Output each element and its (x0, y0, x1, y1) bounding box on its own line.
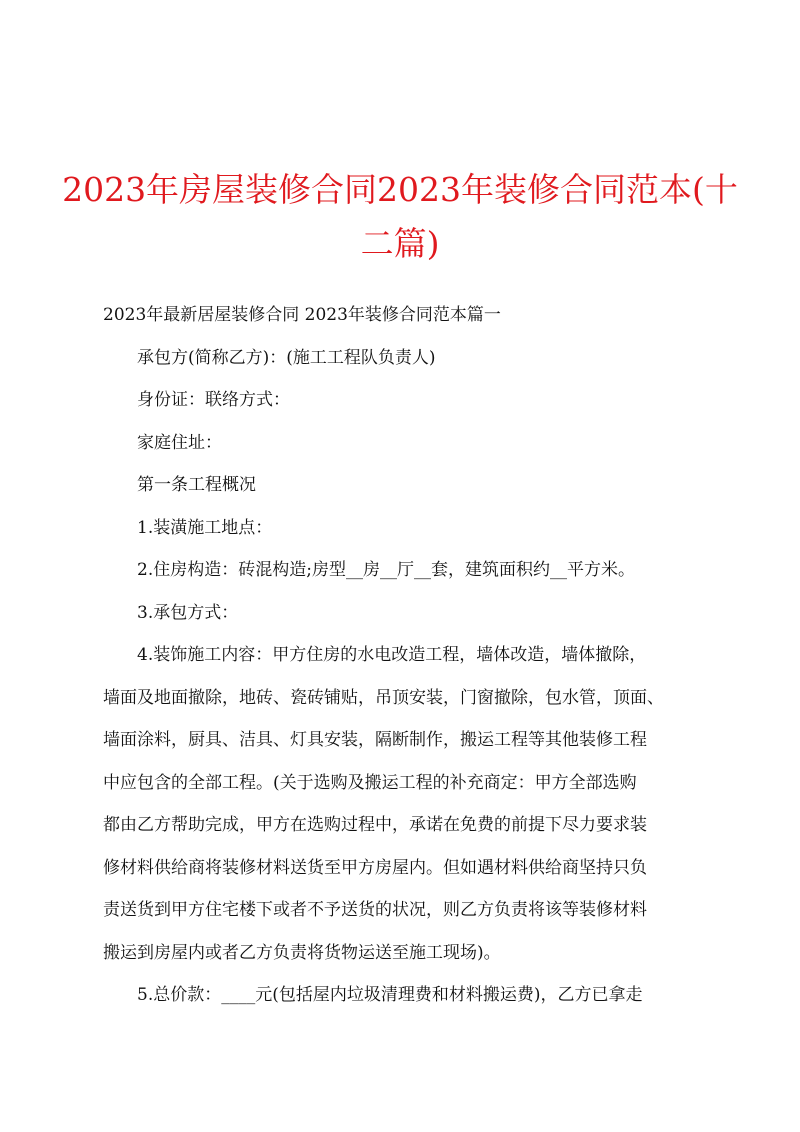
title-line-2: 二篇) (360, 224, 440, 263)
paragraph-item-3: 3.承包方式： (137, 602, 239, 623)
paragraph-item-1: 1.装潢施工地点： (137, 517, 273, 538)
paragraph-item-5: 5.总价款：____元(包括屋内垃圾清理费和材料搬运费)，乙方已拿走 (137, 985, 643, 1005)
paragraph-contractor: 承包方(简称乙方)：(施工工程队负责人) (137, 347, 436, 368)
item4-line-4: 中应包含的全部工程。(关于选购及搬运工程的补充商定：甲方全部选购 (103, 772, 637, 793)
item4-line-3: 墙面涂料，厨具、洁具、灯具安装，隔断制作，搬运工程等其他装修工程 (103, 730, 647, 750)
section-heading: 2023年最新居屋装修合同 2023年装修合同范本篇一 (103, 305, 501, 325)
document-title (60, 163, 740, 271)
item4-line-5: 都由乙方帮助完成，甲方在选购过程中，承诺在免费的前提下尽力要求装 (103, 815, 647, 835)
item4-line-2: 墙面及地面撤除，地砖、瓷砖铺贴，吊顶安装，门窗撤除，包水管，顶面、 (103, 687, 664, 708)
paragraph-article-1: 第一条工程概况 (137, 475, 256, 495)
paragraph-item-2: 2.住房构造：砖混构造;房型__房__厅__套，建筑面积约__平方米。 (137, 560, 635, 580)
paragraph-id-contact: 身份证：联络方式： (137, 390, 290, 410)
paragraph-item-4 (103, 634, 707, 974)
document-body (103, 294, 707, 1017)
item4-line-1: 4.装饰施工内容：甲方住房的水电改造工程，墙体改造，墙体撤除， (137, 645, 647, 665)
item4-line-7: 责送货到甲方住宅楼下或者不予送货的状况，则乙方负责将该等装修材料 (103, 900, 647, 920)
item4-line-6: 修材料供给商将装修材料送货至甲方房屋内。但如遇材料供给商坚持只负 (103, 857, 647, 878)
item4-line-8: 搬运到房屋内或者乙方负责将货物运送至施工现场)。 (103, 942, 501, 963)
title-line-1: 2023年房屋装修合同2023年装修合同范本(十 (62, 170, 738, 209)
paragraph-address: 家庭住址： (137, 432, 222, 453)
